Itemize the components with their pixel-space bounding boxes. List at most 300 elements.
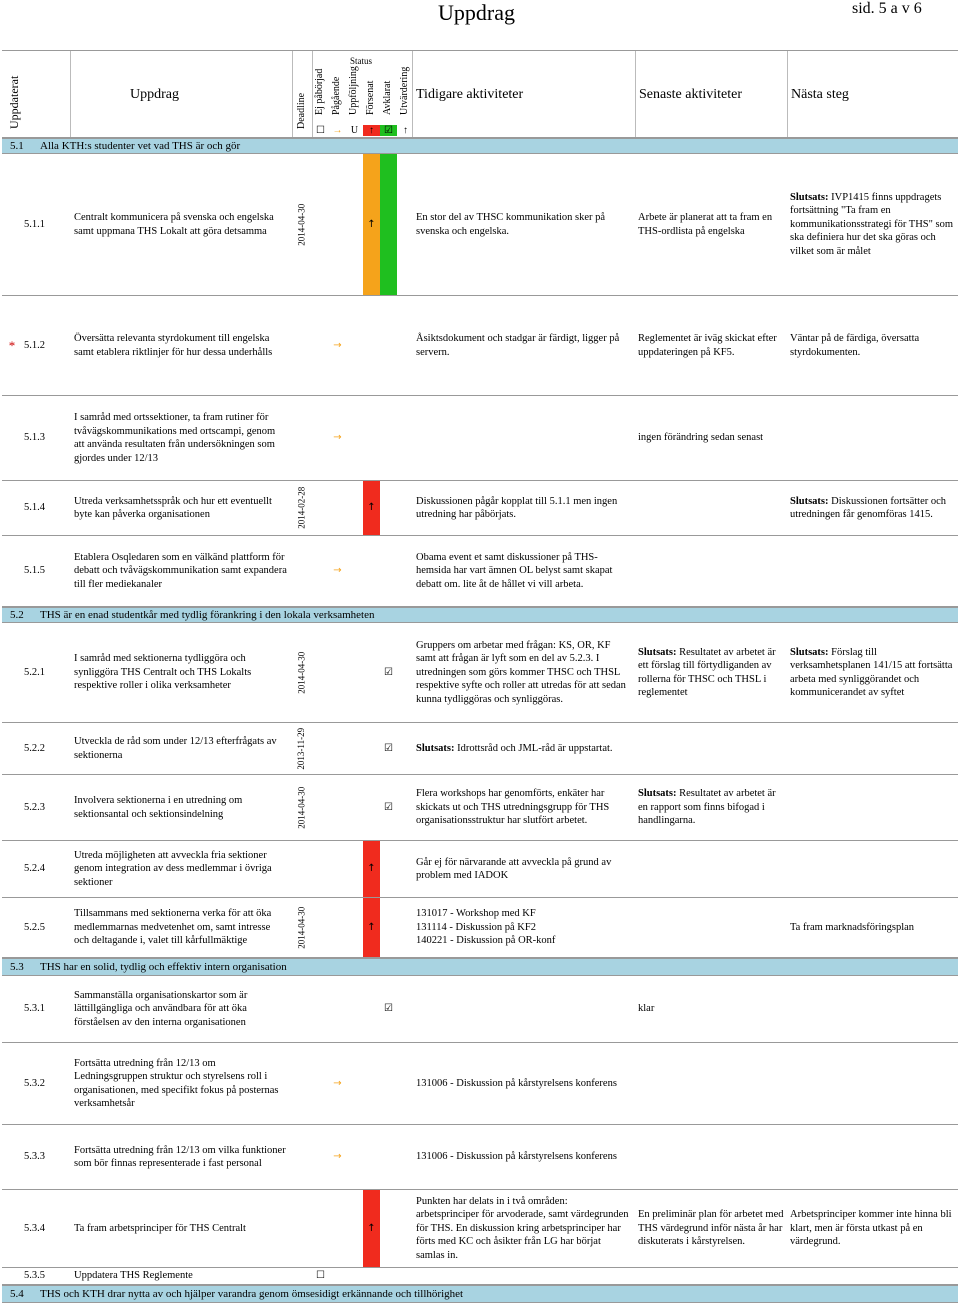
previous-activities-body: Obama event et samt diskussioner på THS-hemsida har vart ämnen OL belyst samt skapat debatt om. lite åt de hållet vi vill arbeta. xyxy=(416,551,613,590)
task-text: Uppdatera THS Reglemente xyxy=(74,1270,193,1282)
conclusion-label: Slutsats: xyxy=(790,191,829,203)
status-glyph: ☑ xyxy=(384,666,393,678)
deadline xyxy=(292,481,312,535)
task-number: 5.2.4 xyxy=(24,863,45,875)
status-col xyxy=(363,296,380,395)
next-step-text xyxy=(790,1208,955,1249)
status-col xyxy=(397,481,414,535)
status-col xyxy=(397,154,414,295)
next-step xyxy=(787,536,958,606)
previous-activities-text xyxy=(416,495,632,522)
status-cell xyxy=(312,775,412,840)
task-number: 5.1.3 xyxy=(24,432,45,444)
next-step xyxy=(787,396,958,480)
status-glyph: → xyxy=(333,565,342,577)
latest-activities-body: ingen förändring sedan senast xyxy=(638,432,764,444)
status-col xyxy=(346,396,363,480)
table-row xyxy=(2,481,958,536)
task-number: 5.3.1 xyxy=(24,1003,45,1015)
previous-activities-text xyxy=(416,1150,617,1164)
latest-activities xyxy=(635,1190,787,1267)
previous-activities-text xyxy=(416,332,632,359)
task-text: Etablera Osqledaren som en välkänd plattform för debatt och tvåvägskommunikation samt expandera till fler mediekanaler xyxy=(74,551,287,590)
header-status-glyph: U xyxy=(350,125,359,136)
status-cell xyxy=(312,723,412,774)
status-col xyxy=(329,1125,346,1189)
previous-activities-body: Flera workshops har genomförts, enkäter har skickats ut och THS utredningsgrupp för THS organisationsstruktur har slutfört arbetet. xyxy=(416,788,610,827)
page-number: sid. 5 a v 6 xyxy=(852,0,922,17)
task-description xyxy=(70,898,292,957)
status-col xyxy=(380,481,397,535)
task-description xyxy=(70,396,292,480)
previous-activities-text xyxy=(416,1077,617,1091)
status-glyph: → xyxy=(333,339,342,351)
status-col xyxy=(329,723,346,774)
status-col xyxy=(312,536,329,606)
next-step xyxy=(787,1268,958,1284)
header-status-glyph: ☑ xyxy=(380,125,397,136)
task-text: Utreda verksamhetsspråk och hur ett eventuellt byte kan påverka organisationen xyxy=(74,495,272,520)
status-col xyxy=(363,775,380,840)
status-glyph: ☑ xyxy=(384,1003,393,1015)
status-col xyxy=(346,1268,363,1284)
star-marker: * xyxy=(8,337,16,353)
status-col xyxy=(363,1043,380,1124)
status-cell xyxy=(312,296,412,395)
status-col xyxy=(380,396,397,480)
task-text: Tillsammans med sektionerna verka för att öka medlemmarnas medvetenhet om, samt intresse och deltagande i, valet till kårfullmäktige xyxy=(74,908,272,947)
latest-activities-text xyxy=(638,332,784,359)
deadline xyxy=(292,1043,312,1124)
header-prev: Tidigare aktiviteter xyxy=(416,87,524,102)
section-title: THS och KTH drar nytta av och hjälper varandra genom ömsesidigt erkännande och tillhörighet xyxy=(40,1288,464,1300)
status-col xyxy=(397,1043,414,1124)
latest-activities-body: Resultatet av arbetet är en rapport som finns bifogad i handlingarna. xyxy=(638,788,776,827)
previous-activities xyxy=(413,841,635,897)
task-number: 5.2.3 xyxy=(24,801,45,813)
conclusion-label: Slutsats: xyxy=(790,495,829,507)
deadline xyxy=(292,1125,312,1189)
previous-activities-text xyxy=(416,551,632,592)
section-row xyxy=(2,958,958,976)
status-col xyxy=(380,723,397,774)
status-col xyxy=(346,976,363,1042)
status-col xyxy=(329,536,346,606)
latest-activities xyxy=(635,1125,787,1189)
deadline xyxy=(292,1190,312,1267)
status-col xyxy=(380,536,397,606)
status-col xyxy=(397,536,414,606)
section-number: 5.4 xyxy=(10,1288,24,1300)
conclusion-label: Slutsats: xyxy=(416,742,455,754)
table-row xyxy=(2,775,958,841)
header-status-col: Uppföljning xyxy=(348,66,359,115)
status-col xyxy=(329,1043,346,1124)
latest-activities-body: Reglementet är iväg skickat efter uppdateringen på KF5. xyxy=(638,333,777,358)
latest-activities xyxy=(635,396,787,480)
deadline xyxy=(292,296,312,395)
header-updated: Uppdaterat xyxy=(7,75,21,129)
deadline-text: 2013-11-29 xyxy=(296,727,307,770)
section-number: 5.2 xyxy=(10,609,24,621)
latest-activities xyxy=(635,296,787,395)
deadline xyxy=(292,841,312,897)
status-cell xyxy=(312,396,412,480)
status-col xyxy=(329,623,346,722)
task-text: Fortsätta utredning från 12/13 om vilka funktioner som bör finnas representerade i fast personal xyxy=(74,1144,286,1169)
deadline-text: 2014-04-30 xyxy=(296,651,307,694)
next-step-body: Diskussionen fortsätter och utredningen får genomföras 1415. xyxy=(790,495,947,520)
latest-activities xyxy=(635,1268,787,1284)
status-col xyxy=(363,841,380,897)
previous-activities-text xyxy=(416,1195,632,1263)
next-step xyxy=(787,976,958,1042)
status-col xyxy=(312,1190,329,1267)
status-col xyxy=(346,1190,363,1267)
status-col xyxy=(397,723,414,774)
status-col xyxy=(346,775,363,840)
conclusion-label: Slutsats: xyxy=(638,646,677,658)
deadline xyxy=(292,775,312,840)
previous-activities xyxy=(413,1268,635,1284)
status-col xyxy=(363,396,380,480)
table-row xyxy=(2,841,958,898)
status-col xyxy=(329,775,346,840)
status-col xyxy=(329,1190,346,1267)
status-col xyxy=(312,976,329,1042)
latest-activities xyxy=(635,536,787,606)
header-last: Senaste aktiviteter xyxy=(639,87,743,102)
next-step xyxy=(787,296,958,395)
next-step xyxy=(787,1043,958,1124)
status-cell xyxy=(312,623,412,722)
previous-activities-body: Åsiktsdokument och stadgar är färdigt, ligger på servern. xyxy=(416,333,620,358)
next-step-text xyxy=(790,646,955,700)
status-col xyxy=(380,623,397,722)
next-step xyxy=(787,723,958,774)
status-cell xyxy=(312,1190,412,1267)
next-step xyxy=(787,154,958,295)
latest-activities-body: Arbete är planerat att ta fram en THS-ordlista på engelska xyxy=(638,212,773,237)
status-col xyxy=(363,536,380,606)
task-text: I samråd med sektionerna tydliggöra och synliggöra THS Centralt och THS Lokalts respektive roller i olika verksamheter xyxy=(74,653,252,692)
status-col xyxy=(397,898,414,957)
next-step xyxy=(787,841,958,897)
previous-activities-body: En stor del av THSC kommunikation sker på svenska och engelska. xyxy=(416,212,606,237)
task-number: 5.1.5 xyxy=(24,565,45,577)
status-col xyxy=(346,898,363,957)
status-cell xyxy=(312,898,412,957)
previous-activities-text xyxy=(416,639,632,707)
conclusion-label: Slutsats: xyxy=(790,646,829,658)
deadline-text: 2014-04-30 xyxy=(296,906,307,949)
status-col xyxy=(380,1268,397,1284)
status-col xyxy=(363,481,380,535)
task-number: 5.2.5 xyxy=(24,921,45,933)
task-description xyxy=(70,1043,292,1124)
latest-activities xyxy=(635,898,787,957)
status-col xyxy=(346,536,363,606)
status-col xyxy=(329,976,346,1042)
section-row xyxy=(2,607,958,623)
status-col xyxy=(397,1268,414,1284)
previous-activities xyxy=(413,1190,635,1267)
task-number: 5.1.1 xyxy=(24,218,45,230)
status-col xyxy=(380,1043,397,1124)
status-col xyxy=(346,1125,363,1189)
next-step xyxy=(787,775,958,840)
latest-activities xyxy=(635,1043,787,1124)
latest-activities xyxy=(635,841,787,897)
previous-activities xyxy=(413,536,635,606)
status-col xyxy=(329,481,346,535)
latest-activities-text xyxy=(638,787,784,828)
task-text: Utreda möjligheten att avveckla fria sektioner genom integration av dess medlemmar i övriga sektioner xyxy=(74,849,272,888)
status-col xyxy=(363,1190,380,1267)
status-col xyxy=(380,841,397,897)
table-header xyxy=(2,50,958,138)
previous-activities xyxy=(413,898,635,957)
next-step-text xyxy=(790,332,955,359)
status-col xyxy=(380,296,397,395)
status-glyph: ☐ xyxy=(316,1270,325,1282)
task-description xyxy=(70,481,292,535)
status-col xyxy=(346,841,363,897)
section-title: THS har en solid, tydlig och effektiv intern organisation xyxy=(40,961,287,973)
previous-activities-body: 131006 - Diskussion på kårstyrelsens konferens xyxy=(416,1077,617,1089)
next-step-body: Väntar på de färdiga, översatta styrdokumenten. xyxy=(790,333,920,358)
previous-activities-body: Idrottsråd och JML-råd är uppstartat. xyxy=(454,742,613,754)
status-col xyxy=(397,396,414,480)
status-glyph: ☑ xyxy=(384,742,393,754)
previous-activities-body: Punkten har delats in i två områden: arbetsprinciper för arvoderade, samt värdegrunden för THS. En diskussion kring arbetsprinciper har förts med KC och åsikter från LG har börjat samlas in. xyxy=(416,1195,629,1261)
deadline-text: 2014-02-28 xyxy=(296,487,307,529)
task-description xyxy=(70,775,292,840)
task-text: I samråd med ortssektioner, ta fram rutiner för tvåvägskommunikations med ortscampi, genom att använda resultaten från undersökningen som gjordes under 12/13 xyxy=(74,412,276,464)
header-status-glyph: ☐ xyxy=(316,125,325,136)
status-col xyxy=(363,898,380,957)
header-status-glyph: ↑ xyxy=(363,125,380,136)
header-status-glyph: ↑ xyxy=(403,125,408,136)
table-row xyxy=(2,154,958,296)
task-description xyxy=(70,723,292,774)
conclusion-label: Slutsats: xyxy=(638,788,677,800)
task-text: Ta fram arbetsprinciper för THS Centralt xyxy=(74,1222,246,1234)
status-col xyxy=(329,396,346,480)
task-text: Involvera sektionerna i en utredning om sektionsantal och sektionsindelning xyxy=(74,795,243,820)
status-glyph: ☑ xyxy=(384,801,393,813)
task-description xyxy=(70,296,292,395)
task-text: Utveckla de råd som under 12/13 efterfrågats av sektionerna xyxy=(74,736,277,761)
status-cell xyxy=(312,536,412,606)
status-col xyxy=(312,154,329,295)
header-status-col: Utvärdering xyxy=(399,66,410,115)
latest-activities-body: En preliminär plan för arbetet med THS värdegrund inför nästa år har diskuterats i kårstyrelsen. xyxy=(638,1209,784,1248)
status-cell xyxy=(312,1125,412,1189)
task-number: 5.2.2 xyxy=(24,742,45,754)
status-col xyxy=(397,296,414,395)
table-row xyxy=(2,976,958,1043)
status-col xyxy=(346,623,363,722)
deadline xyxy=(292,536,312,606)
table-row xyxy=(2,1125,958,1190)
status-col xyxy=(363,1125,380,1189)
latest-activities xyxy=(635,154,787,295)
status-col xyxy=(329,1268,346,1284)
status-col xyxy=(380,775,397,840)
previous-activities xyxy=(413,481,635,535)
status-col xyxy=(363,1268,380,1284)
next-step xyxy=(787,623,958,722)
table-row xyxy=(2,1268,958,1285)
status-cell xyxy=(312,154,412,295)
status-col xyxy=(397,976,414,1042)
previous-activities-body: Diskussionen pågår kopplat till 5.1.1 men ingen utredning har påbörjats. xyxy=(416,495,618,520)
header-task: Uppdrag xyxy=(130,87,179,102)
status-glyph: ↑ xyxy=(367,218,376,230)
next-step-body: Förslag till verksamhetsplanen 141/15 att fortsätta arbeta med synliggörandet och kommunicerandet av syftet xyxy=(790,646,953,698)
status-col xyxy=(380,1190,397,1267)
table-row xyxy=(2,1043,958,1125)
task-number: 5.1.2 xyxy=(24,339,45,351)
deadline-text: 2014-04-30 xyxy=(296,786,307,829)
table-row xyxy=(2,396,958,481)
status-col xyxy=(312,1043,329,1124)
previous-activities xyxy=(413,775,635,840)
latest-activities xyxy=(635,481,787,535)
next-step-body: Arbetsprinciper kommer inte hinna bli klart, men är första utkast på en värdegrund. xyxy=(790,1209,952,1248)
status-col xyxy=(380,1125,397,1189)
next-step xyxy=(787,1125,958,1189)
latest-activities-text xyxy=(638,431,763,445)
next-step-text xyxy=(790,921,914,935)
previous-activities-body: Går ej för närvarande att avveckla på grund av problem med IADOK xyxy=(416,856,612,881)
section-row xyxy=(2,1285,958,1303)
deadline xyxy=(292,623,312,722)
status-cell xyxy=(312,1268,412,1284)
previous-activities xyxy=(413,1043,635,1124)
header-next: Nästa steg xyxy=(791,87,849,102)
deadline xyxy=(292,723,312,774)
deadline xyxy=(292,396,312,480)
status-col xyxy=(346,296,363,395)
previous-activities xyxy=(413,723,635,774)
status-col xyxy=(363,723,380,774)
deadline-text: 2014-04-30 xyxy=(296,203,307,246)
section-number: 5.1 xyxy=(10,140,24,152)
status-col xyxy=(397,623,414,722)
status-glyph: ↑ xyxy=(367,1222,376,1234)
table-row xyxy=(2,723,958,775)
latest-activities xyxy=(635,775,787,840)
status-glyph: ↑ xyxy=(367,863,376,875)
status-col xyxy=(397,841,414,897)
task-description xyxy=(70,623,292,722)
status-col xyxy=(312,623,329,722)
section-title: Alla KTH:s studenter vet vad THS är och gör xyxy=(40,140,241,152)
latest-activities-text xyxy=(638,1208,784,1249)
table-row xyxy=(2,1190,958,1268)
previous-activities-body: 131006 - Diskussion på kårstyrelsens konferens xyxy=(416,1151,617,1163)
next-step-body: Ta fram marknadsföringsplan xyxy=(790,921,915,933)
header-status-glyph: → xyxy=(332,125,343,136)
task-description xyxy=(70,154,292,295)
status-glyph: → xyxy=(333,1077,342,1089)
next-step-body: IVP1415 finns uppdragets fortsättning "Ta fram en kommunikationsstrategi för THS" som ska definiera hur det ska göras och vilket som är målet xyxy=(790,191,954,257)
previous-activities-text xyxy=(416,907,555,948)
latest-activities-text xyxy=(638,211,784,238)
status-col xyxy=(363,623,380,722)
latest-activities xyxy=(635,723,787,774)
task-text: Fortsätta utredning från 12/13 om Ledningsgruppen struktur och styrelsens roll i organisationen, med specifikt fokus på posternas verksamhetsår xyxy=(74,1057,279,1109)
deadline xyxy=(292,154,312,295)
previous-activities-body: Gruppers om arbetar med frågan: KS, OR, KF samt att frågan är lyft som en del av 5.2.3. I utredningen som görs kommer THSC och THSL respektive syfte och roller att utredas för att sedan kunna tydliggöras och synliggöras. xyxy=(416,639,626,705)
status-col xyxy=(346,723,363,774)
previous-activities xyxy=(413,396,635,480)
status-col xyxy=(380,898,397,957)
latest-activities xyxy=(635,976,787,1042)
section-number: 5.3 xyxy=(10,961,24,973)
status-col xyxy=(312,898,329,957)
status-col xyxy=(329,154,346,295)
status-col xyxy=(329,296,346,395)
latest-activities xyxy=(635,623,787,722)
table-row xyxy=(2,536,958,607)
task-description xyxy=(70,1268,292,1284)
header-status-col: Ej påbörjad xyxy=(314,68,325,115)
status-col xyxy=(312,481,329,535)
previous-activities xyxy=(413,976,635,1042)
task-number: 5.3.2 xyxy=(24,1077,45,1089)
status-col xyxy=(397,1125,414,1189)
status-col xyxy=(329,898,346,957)
section-title: THS är en enad studentkår med tydlig förankring i den lokala verksamheten xyxy=(40,609,375,621)
status-col xyxy=(346,154,363,295)
task-number: 5.3.3 xyxy=(24,1151,45,1163)
status-col xyxy=(312,396,329,480)
header-status-col: Försenat xyxy=(365,80,376,115)
task-text: Översätta relevanta styrdokument till engelska samt etablera riktlinjer för hur dessa underhålls xyxy=(74,333,273,358)
status-col xyxy=(346,1043,363,1124)
status-col xyxy=(363,976,380,1042)
task-number: 5.3.5 xyxy=(24,1270,45,1282)
status-col xyxy=(312,1268,329,1284)
deadline xyxy=(292,1268,312,1284)
previous-activities xyxy=(413,296,635,395)
next-step xyxy=(787,898,958,957)
task-number: 5.2.1 xyxy=(24,666,45,678)
task-description xyxy=(70,976,292,1042)
status-cell xyxy=(312,1043,412,1124)
deadline xyxy=(292,976,312,1042)
table-row xyxy=(2,623,958,723)
header-status-col: Pågående xyxy=(331,76,342,115)
status-col xyxy=(312,723,329,774)
table-row xyxy=(2,296,958,396)
status-col xyxy=(363,154,380,295)
previous-activities xyxy=(413,154,635,295)
task-description xyxy=(70,841,292,897)
header-deadline: Deadline xyxy=(296,92,307,129)
task-number: 5.1.4 xyxy=(24,502,45,514)
task-text: Centralt kommunicera på svenska och engelska samt uppmana THS Lokalt att göra detsamma xyxy=(74,212,274,237)
status-col xyxy=(397,1190,414,1267)
status-col xyxy=(380,976,397,1042)
header-status-col: Avklarat xyxy=(382,80,393,115)
latest-activities-body: Resultatet av arbetet är ett förslag till förtydliganden av rollerna för THSC och THSL i reglementet xyxy=(638,646,776,698)
previous-activities-text xyxy=(416,856,632,883)
previous-activities xyxy=(413,1125,635,1189)
